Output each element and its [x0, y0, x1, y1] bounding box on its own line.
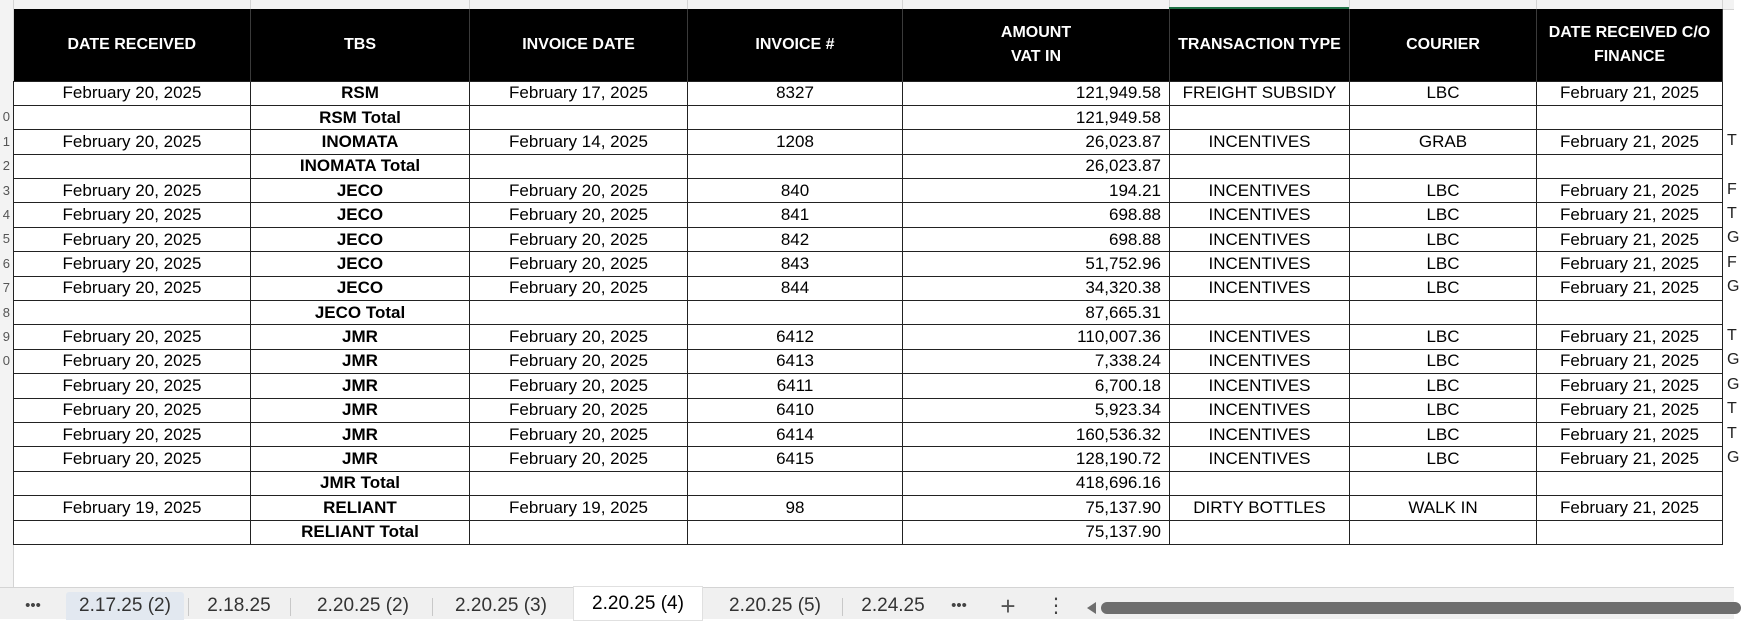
- cell-invoice-date[interactable]: February 20, 2025: [470, 374, 688, 398]
- cell-date-received-finance[interactable]: [1537, 105, 1723, 129]
- col-header-amount-vat-in[interactable]: AMOUNT VAT IN: [903, 9, 1170, 81]
- sheet-tab-bar: [0, 587, 1734, 619]
- row-number[interactable]: 6: [2, 255, 10, 271]
- cell-invoice-date[interactable]: February 20, 2025: [470, 422, 688, 446]
- table-row: [14, 130, 1723, 154]
- cell-date-received-finance[interactable]: February 21, 2025: [1537, 81, 1723, 105]
- cutoff-cell: T: [1727, 205, 1737, 222]
- cell-invoice-number[interactable]: 842: [688, 227, 903, 251]
- cell-invoice-number[interactable]: [688, 105, 903, 129]
- cell-tbs[interactable]: JECO: [251, 179, 470, 203]
- sheet-tab[interactable]: 2.17.25 (2): [66, 592, 184, 620]
- cell-amount[interactable]: 128,190.72: [903, 447, 1170, 471]
- cell-date-received-finance[interactable]: February 21, 2025: [1537, 422, 1723, 446]
- table-row: [14, 105, 1723, 129]
- cell-transaction-type[interactable]: INCENTIVES: [1170, 203, 1350, 227]
- cell-invoice-number[interactable]: 843: [688, 252, 903, 276]
- row-number[interactable]: 8: [2, 304, 10, 320]
- row-number[interactable]: 3: [2, 182, 10, 198]
- cell-tbs[interactable]: INOMATA Total: [251, 154, 470, 178]
- cell-date-received-finance[interactable]: [1537, 154, 1723, 178]
- cell-date-received-finance[interactable]: February 21, 2025: [1537, 349, 1723, 373]
- cell-date-received-finance[interactable]: February 21, 2025: [1537, 252, 1723, 276]
- cell-date-received-finance[interactable]: February 21, 2025: [1537, 179, 1723, 203]
- cutoff-cell: T: [1727, 400, 1737, 418]
- cell-invoice-date[interactable]: [470, 154, 688, 178]
- cell-date-received[interactable]: February 20, 2025: [14, 130, 251, 154]
- cell-tbs[interactable]: JECO: [251, 227, 470, 251]
- cell-courier[interactable]: LBC: [1350, 398, 1537, 422]
- cell-date-received-finance[interactable]: February 21, 2025: [1537, 130, 1723, 154]
- cell-courier[interactable]: LBC: [1350, 203, 1537, 227]
- table-row: [14, 252, 1723, 276]
- cell-courier[interactable]: LBC: [1350, 179, 1537, 203]
- cell-date-received[interactable]: February 20, 2025: [14, 349, 251, 373]
- table-row: [14, 325, 1723, 349]
- table-row: [14, 81, 1723, 105]
- scroll-left-arrow-icon[interactable]: [1087, 602, 1096, 614]
- cell-invoice-number[interactable]: 6413: [688, 349, 903, 373]
- cell-tbs[interactable]: JMR: [251, 325, 470, 349]
- cell-transaction-type[interactable]: FREIGHT SUBSIDY: [1170, 81, 1350, 105]
- cell-invoice-number[interactable]: 6415: [688, 447, 903, 471]
- cell-date-received[interactable]: February 20, 2025: [14, 81, 251, 105]
- cell-date-received-finance[interactable]: [1537, 301, 1723, 325]
- cell-courier[interactable]: LBC: [1350, 422, 1537, 446]
- cutoff-cell: T: [1727, 327, 1737, 344]
- cell-date-received[interactable]: [14, 301, 251, 325]
- cell-invoice-number[interactable]: [688, 301, 903, 325]
- sheet-tab[interactable]: 2.20.25 (2): [317, 595, 409, 616]
- cell-tbs[interactable]: JMR Total: [251, 471, 470, 495]
- cell-tbs[interactable]: RELIANT Total: [251, 520, 470, 544]
- cell-transaction-type[interactable]: INCENTIVES: [1170, 227, 1350, 251]
- table-row: [14, 496, 1723, 520]
- cell-date-received-finance[interactable]: February 21, 2025: [1537, 227, 1723, 251]
- cell-date-received[interactable]: February 20, 2025: [14, 374, 251, 398]
- cell-date-received[interactable]: February 19, 2025: [14, 496, 251, 520]
- cutoff-cell: F: [1727, 180, 1737, 198]
- cell-amount[interactable]: 87,665.31: [903, 301, 1170, 325]
- cell-date-received-finance[interactable]: February 21, 2025: [1537, 203, 1723, 227]
- cell-amount[interactable]: 194.21: [903, 179, 1170, 203]
- cell-invoice-number[interactable]: [688, 471, 903, 495]
- cell-courier[interactable]: [1350, 520, 1537, 544]
- cell-date-received[interactable]: [14, 520, 251, 544]
- cell-invoice-number[interactable]: 8327: [688, 81, 903, 105]
- cell-invoice-number[interactable]: [688, 520, 903, 544]
- cutoff-cell: G: [1727, 375, 1740, 393]
- cell-transaction-type[interactable]: INCENTIVES: [1170, 447, 1350, 471]
- cell-amount[interactable]: 160,536.32: [903, 422, 1170, 446]
- cell-tbs[interactable]: JMR: [251, 422, 470, 446]
- table-row: [14, 203, 1723, 227]
- cell-date-received-finance[interactable]: [1537, 520, 1723, 544]
- cutoff-cell: G: [1727, 229, 1740, 247]
- header-row: [14, 9, 1723, 81]
- cell-courier[interactable]: [1350, 301, 1537, 325]
- cell-invoice-date[interactable]: February 20, 2025: [470, 447, 688, 471]
- horizontal-scrollbar[interactable]: [1085, 597, 1734, 614]
- cutoff-cell: T: [1727, 131, 1737, 149]
- cell-tbs[interactable]: RELIANT: [251, 496, 470, 520]
- table-row: [14, 374, 1723, 398]
- cell-amount[interactable]: 75,137.90: [903, 520, 1170, 544]
- cell-invoice-number[interactable]: 840: [688, 179, 903, 203]
- cell-invoice-number[interactable]: 841: [688, 203, 903, 227]
- cell-courier[interactable]: LBC: [1350, 227, 1537, 251]
- sheet-tab[interactable]: 2.24.25: [861, 595, 925, 616]
- cell-invoice-date[interactable]: [470, 301, 688, 325]
- sheet-tab[interactable]: 2.20.25 (5): [729, 595, 821, 616]
- table-row: [14, 520, 1723, 544]
- cell-date-received[interactable]: [14, 105, 251, 129]
- cell-transaction-type[interactable]: INCENTIVES: [1170, 398, 1350, 422]
- cell-amount[interactable]: 121,949.58: [903, 105, 1170, 129]
- cell-invoice-number[interactable]: 6412: [688, 325, 903, 349]
- cell-amount[interactable]: 75,137.90: [903, 496, 1170, 520]
- table-row: [14, 276, 1723, 300]
- col-header-transaction-type[interactable]: TRANSACTION TYPE: [1170, 9, 1350, 81]
- cell-date-received-finance[interactable]: February 21, 2025: [1537, 276, 1723, 300]
- cell-invoice-date[interactable]: February 19, 2025: [470, 496, 688, 520]
- cell-transaction-type[interactable]: [1170, 154, 1350, 178]
- add-sheet-button[interactable]: +: [1000, 591, 1016, 621]
- cell-transaction-type[interactable]: [1170, 301, 1350, 325]
- cutoff-cell: F: [1727, 253, 1737, 271]
- cell-invoice-number[interactable]: 6414: [688, 422, 903, 446]
- cell-courier[interactable]: LBC: [1350, 81, 1537, 105]
- cell-invoice-number[interactable]: [688, 154, 903, 178]
- cutoff-cell: T: [1727, 424, 1737, 442]
- cell-tbs[interactable]: INOMATA: [251, 130, 470, 154]
- row-number[interactable]: 1: [2, 133, 10, 149]
- tabs-more-left-button[interactable]: •••: [25, 597, 41, 614]
- cell-date-received-finance[interactable]: February 21, 2025: [1537, 496, 1723, 520]
- cutoff-cell: G: [1727, 449, 1740, 466]
- cell-invoice-number[interactable]: 6411: [688, 374, 903, 398]
- cell-amount[interactable]: 7,338.24: [903, 349, 1170, 373]
- scrollbar-thumb[interactable]: [1101, 602, 1741, 614]
- col-header-tbs[interactable]: TBS: [251, 9, 470, 81]
- cell-courier[interactable]: LBC: [1350, 349, 1537, 373]
- row-number[interactable]: 5: [2, 231, 10, 247]
- cell-courier[interactable]: LBC: [1350, 447, 1537, 471]
- cell-date-received[interactable]: [14, 154, 251, 178]
- cell-date-received-finance[interactable]: February 21, 2025: [1537, 447, 1723, 471]
- cell-amount[interactable]: 34,320.38: [903, 276, 1170, 300]
- cell-date-received[interactable]: February 20, 2025: [14, 276, 251, 300]
- table-row: [14, 179, 1723, 203]
- cell-date-received-finance[interactable]: February 21, 2025: [1537, 398, 1723, 422]
- cell-invoice-date[interactable]: [470, 105, 688, 129]
- cell-tbs[interactable]: JECO: [251, 276, 470, 300]
- cell-date-received[interactable]: February 20, 2025: [14, 227, 251, 251]
- cell-tbs[interactable]: JECO: [251, 203, 470, 227]
- cell-courier[interactable]: LBC: [1350, 276, 1537, 300]
- col-header-invoice-date[interactable]: INVOICE DATE: [470, 9, 688, 81]
- table-row: [14, 422, 1723, 446]
- cell-tbs[interactable]: JMR: [251, 447, 470, 471]
- cell-transaction-type[interactable]: INCENTIVES: [1170, 325, 1350, 349]
- cell-transaction-type[interactable]: INCENTIVES: [1170, 130, 1350, 154]
- table-row: [14, 227, 1723, 251]
- cell-invoice-date[interactable]: February 14, 2025: [470, 130, 688, 154]
- table-row: [14, 154, 1723, 178]
- cell-date-received-finance[interactable]: February 21, 2025: [1537, 374, 1723, 398]
- cell-invoice-date[interactable]: February 20, 2025: [470, 179, 688, 203]
- sheet-tab[interactable]: 2.20.25 (3): [455, 595, 547, 616]
- cell-amount[interactable]: 51,752.96: [903, 252, 1170, 276]
- cell-invoice-date[interactable]: [470, 520, 688, 544]
- cell-invoice-number[interactable]: 844: [688, 276, 903, 300]
- cell-transaction-type[interactable]: [1170, 471, 1350, 495]
- cell-tbs[interactable]: JMR: [251, 374, 470, 398]
- cell-date-received-finance[interactable]: February 21, 2025: [1537, 325, 1723, 349]
- cell-invoice-number[interactable]: 1208: [688, 130, 903, 154]
- row-number[interactable]: 9: [2, 329, 10, 344]
- cell-tbs[interactable]: JECO: [251, 252, 470, 276]
- cell-amount[interactable]: 698.88: [903, 227, 1170, 251]
- cell-date-received[interactable]: February 20, 2025: [14, 325, 251, 349]
- cell-date-received[interactable]: February 20, 2025: [14, 179, 251, 203]
- row-number[interactable]: 7: [2, 280, 10, 296]
- col-header-courier[interactable]: COURIER: [1350, 9, 1537, 81]
- cell-courier[interactable]: [1350, 471, 1537, 495]
- cell-transaction-type[interactable]: INCENTIVES: [1170, 252, 1350, 276]
- cell-tbs[interactable]: RSM: [251, 81, 470, 105]
- cell-amount[interactable]: 121,949.58: [903, 81, 1170, 105]
- table-row: [14, 471, 1723, 495]
- tabs-more-right-button[interactable]: •••: [951, 597, 967, 614]
- cell-courier[interactable]: [1350, 154, 1537, 178]
- cell-courier[interactable]: LBC: [1350, 325, 1537, 349]
- row-number[interactable]: 0: [2, 109, 10, 125]
- cell-transaction-type[interactable]: [1170, 105, 1350, 129]
- cell-transaction-type[interactable]: INCENTIVES: [1170, 349, 1350, 373]
- cell-amount[interactable]: 6,700.18: [903, 374, 1170, 398]
- cell-tbs[interactable]: JMR: [251, 398, 470, 422]
- cell-date-received[interactable]: February 20, 2025: [14, 447, 251, 471]
- col-header-invoice-number[interactable]: INVOICE #: [688, 9, 903, 81]
- cell-courier[interactable]: [1350, 105, 1537, 129]
- cell-amount[interactable]: 110,007.36: [903, 325, 1170, 349]
- cell-invoice-date[interactable]: February 17, 2025: [470, 81, 688, 105]
- cell-transaction-type[interactable]: [1170, 520, 1350, 544]
- cell-transaction-type[interactable]: INCENTIVES: [1170, 276, 1350, 300]
- cell-transaction-type[interactable]: INCENTIVES: [1170, 179, 1350, 203]
- cell-invoice-date[interactable]: February 20, 2025: [470, 203, 688, 227]
- sheet-tab-active[interactable]: 2.20.25 (4): [574, 587, 702, 620]
- cell-transaction-type[interactable]: INCENTIVES: [1170, 422, 1350, 446]
- cell-invoice-date[interactable]: February 20, 2025: [470, 349, 688, 373]
- sheet-tab[interactable]: 2.18.25: [207, 595, 271, 616]
- cell-tbs[interactable]: JMR: [251, 349, 470, 373]
- cell-date-received-finance[interactable]: [1537, 471, 1723, 495]
- cutoff-cell: G: [1727, 278, 1740, 296]
- table-row: [14, 349, 1723, 373]
- cell-date-received[interactable]: February 20, 2025: [14, 252, 251, 276]
- row-number[interactable]: 0: [2, 353, 10, 369]
- invoice-table: [13, 9, 1723, 545]
- cell-amount[interactable]: 26,023.87: [903, 130, 1170, 154]
- cell-courier[interactable]: LBC: [1350, 374, 1537, 398]
- cell-courier[interactable]: LBC: [1350, 252, 1537, 276]
- cell-courier[interactable]: GRAB: [1350, 130, 1537, 154]
- cell-amount[interactable]: 698.88: [903, 203, 1170, 227]
- cutoff-cell: G: [1727, 351, 1740, 369]
- cell-amount[interactable]: 5,923.34: [903, 398, 1170, 422]
- table-row: [14, 447, 1723, 471]
- col-header-date-received[interactable]: DATE RECEIVED: [14, 9, 251, 81]
- cell-amount[interactable]: 26,023.87: [903, 154, 1170, 178]
- table-row: [14, 398, 1723, 422]
- cell-invoice-date[interactable]: February 20, 2025: [470, 325, 688, 349]
- cell-invoice-date[interactable]: February 20, 2025: [470, 276, 688, 300]
- cell-invoice-number[interactable]: 6410: [688, 398, 903, 422]
- cell-invoice-date[interactable]: February 20, 2025: [470, 252, 688, 276]
- row-header-strip[interactable]: [0, 9, 14, 587]
- cell-invoice-date[interactable]: February 20, 2025: [470, 227, 688, 251]
- cell-transaction-type[interactable]: DIRTY BOTTLES: [1170, 496, 1350, 520]
- table-row: [14, 301, 1723, 325]
- row-number[interactable]: 2: [2, 158, 10, 174]
- cell-amount[interactable]: 418,696.16: [903, 471, 1170, 495]
- cell-invoice-number[interactable]: 98: [688, 496, 903, 520]
- cell-transaction-type[interactable]: INCENTIVES: [1170, 374, 1350, 398]
- sheet-options-icon[interactable]: ⋮: [1046, 595, 1066, 617]
- cell-date-received[interactable]: [14, 471, 251, 495]
- cell-invoice-date[interactable]: February 20, 2025: [470, 398, 688, 422]
- cell-courier[interactable]: WALK IN: [1350, 496, 1537, 520]
- row-number[interactable]: 4: [2, 207, 10, 222]
- cell-date-received[interactable]: February 20, 2025: [14, 422, 251, 446]
- cell-date-received[interactable]: February 20, 2025: [14, 203, 251, 227]
- cell-date-received[interactable]: February 20, 2025: [14, 398, 251, 422]
- cell-tbs[interactable]: JECO Total: [251, 301, 470, 325]
- cell-invoice-date[interactable]: [470, 471, 688, 495]
- cell-tbs[interactable]: RSM Total: [251, 105, 470, 129]
- col-header-date-received-finance[interactable]: DATE RECEIVED C/O FINANCE: [1537, 9, 1723, 81]
